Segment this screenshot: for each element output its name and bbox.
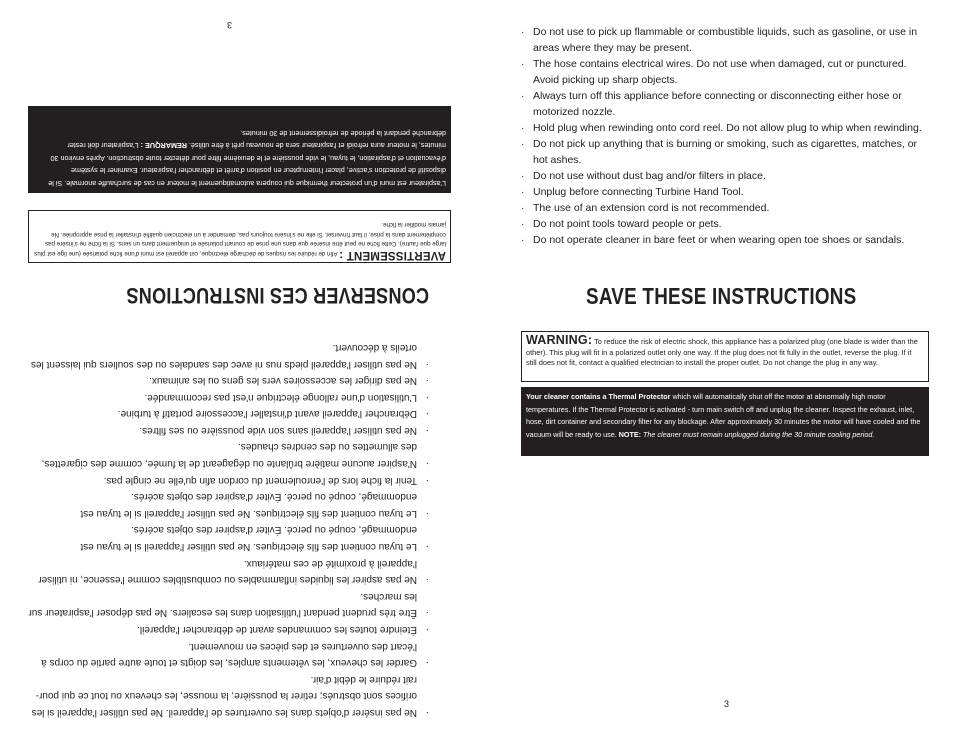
list-item: · Do not point tools toward people or pets. [521, 216, 926, 232]
list-item: · Do not operate cleaner in bare feet or when wearing open toe shoes or sandals. [521, 232, 926, 248]
list-item: · Hold plug when rewinding onto cord reel. Do not allow plug to whip when rewinding. [521, 120, 926, 136]
list-item: · N'aspirer aucune matière brûlante ou dégageant de la fumée, comme des cigarettes, des allumettes ou des cendres chaudes. [25, 438, 429, 471]
french-warning-box [28, 210, 451, 263]
thermal-bold-lead: Your cleaner contains a Thermal Protector [526, 392, 671, 401]
note-label: NOTE: [618, 429, 642, 439]
list-item: · Être très prudent pendant l'utilisation dans les escaliers. Ne pas déposer l'aspirateur sur les marches. [25, 587, 429, 620]
thermal-protector-box [521, 387, 929, 456]
list-item: · Le tuyau contient des fils électriques. Ne pas utiliser l'appareil si le tuyau est endommagé, coupé ou percé. Éviter d'aspirer des objets acérés. [25, 521, 429, 554]
list-item: · Do not use without dust bag and/or filters in place. [521, 168, 926, 184]
french-page-number: 3 [226, 20, 232, 30]
list-item: · Débrancher l'appareil avant d'installer l'accessoire portatif à turbine. [25, 405, 429, 422]
thermal-text: which will automatically shut off the motor at abnormally high motor temperatures. If the Thermal Protector is activated - turn main switch off and unplug the cleaner. Inspect the exhaust, inlet, hose, dirt container and secondary filter for any blockage. After approximately 30 minutes the motor will have cooled and the vacuum will be ready to use. [526, 392, 921, 439]
list-item: · Le tuyau contient des fils électriques. Ne pas utiliser l'appareil si le tuyau est endommagé, coupé ou percé. Éviter d'aspirer des objets acérés. [25, 488, 429, 521]
french-bullet-list [25, 338, 429, 720]
french-note-text: L'aspirateur doit rester débranché pendant la période de refroidissement de 30 minutes. [67, 128, 446, 151]
list-item: · Tenir la fiche lors de l'enroulement du cordon afin qu'elle ne cingle pas. [25, 471, 429, 488]
list-item: · The hose contains electrical wires. Do not use when damaged, cut or punctured. Avoid picking up sharp objects. [521, 56, 926, 88]
list-item: · The use of an extension cord is not recommended. [521, 200, 926, 216]
french-save-title: CONSERVER CES INSTRUCTIONS [126, 283, 429, 308]
list-item: · Ne pas utiliser l'appareil pieds nus ni avec des sandales ou des souliers qui laissent les orteils à découvert. [25, 338, 429, 371]
french-thermal-text: L'aspirateur est muni d'un protecteur thermique qui coupera automatiquement le moteur en cas de surchauffe anormale. Si le dispositif de protection s'active, placer l'interrupteur en position d'arrêt et débrancher l'aspirateur. Examiner le système d'évacuation et d'aspiration, le tuyau, le vide poussière et le deuxième filtre pour détecter toute obstruction. Après environ 30 minutes, le moteur aura refroidi et l'aspirateur sera de nouveau prêt à être utilisé. [48, 141, 446, 188]
list-item: · Éteindre toutes les commandes avant de débrancher l'appareil. [25, 620, 429, 637]
french-warning-label: AVERTISSEMENT : [339, 249, 446, 261]
warning-label: WARNING: [526, 333, 593, 347]
list-item: · Garder les cheveux, les vêtements amples, les doigts et toute autre partie du corps à l'écart des ouvertures et des pièces en mouvement. [25, 637, 429, 670]
warning-text: To reduce the risk of electric shock, this appliance has a polarized plug (one blade is wider than the other). This plug will fit in a polarized outlet only one way. If the plug does not fit fully in the outlet, reverse the plug. If it still does not fit, contact a qualified electrician to install the proper outlet. Do not change the plug in any way. [526, 337, 918, 367]
list-item: · L'utilisation d'une rallonge électrique n'est pas recommandée. [25, 388, 429, 405]
french-thermal-box [28, 106, 451, 193]
warning-box [521, 331, 929, 382]
english-bullet-list [521, 24, 926, 248]
list-item: · Unplug before connecting Turbine Hand Tool. [521, 184, 926, 200]
list-item: · Do not pick up anything that is burning or smoking, such as cigarettes, matches, or hot ashes. [521, 136, 926, 168]
list-item: · Ne pas utiliser l'appareil sans son vide poussière ou ses filtres. [25, 421, 429, 438]
french-note-label: REMARQUE : [140, 141, 187, 151]
list-item: · Always turn off this appliance before connecting or disconnecting either hose or motorized nozzle. [521, 88, 926, 120]
english-page-number: 3 [724, 699, 730, 709]
note-text: The cleaner must remain unplugged during the 30 minute cooling period. [643, 429, 875, 439]
list-item: · Ne pas aspirer les liquides inflammables ou combustibles comme l'essence, ni utiliser l'appareil à proximité de ces matériaux. [25, 554, 429, 587]
list-item: · Ne pas insérer d'objets dans les ouvertures de l'appareil. Ne pas utiliser l'appareil si les orifices sont obstrués; retirer la poussière, la mousse, les cheveux ou tout ce qui pour-rait réduire le débit d'air. [25, 670, 429, 720]
english-page [477, 0, 954, 738]
french-warning-text: Afin de réduire les risques de décharge électrique, cet appareil est muni d'une fiche polarisée (une lige est plus large que l'autre). Cette fiche ne peut être insérée que dans une prise de courant polarisée et uniquement dans un sens. Si la fiche ne s'insère pas complètement dans la prise, il faut l'inverser. Si elle ne s'insère toujours pas, demander à un électricien qualifié d'installer la prise appropriée. Ne jamais modifier la fiche. [34, 221, 446, 257]
save-instructions-title: SAVE THESE INSTRUCTIONS [586, 283, 857, 309]
list-item: · Do not use to pick up flammable or combustible liquids, such as gasoline, or use in areas where they may be present. [521, 24, 926, 56]
list-item: · Ne pas diriger les accessoires vers les gens ou les animaux. [25, 372, 429, 389]
